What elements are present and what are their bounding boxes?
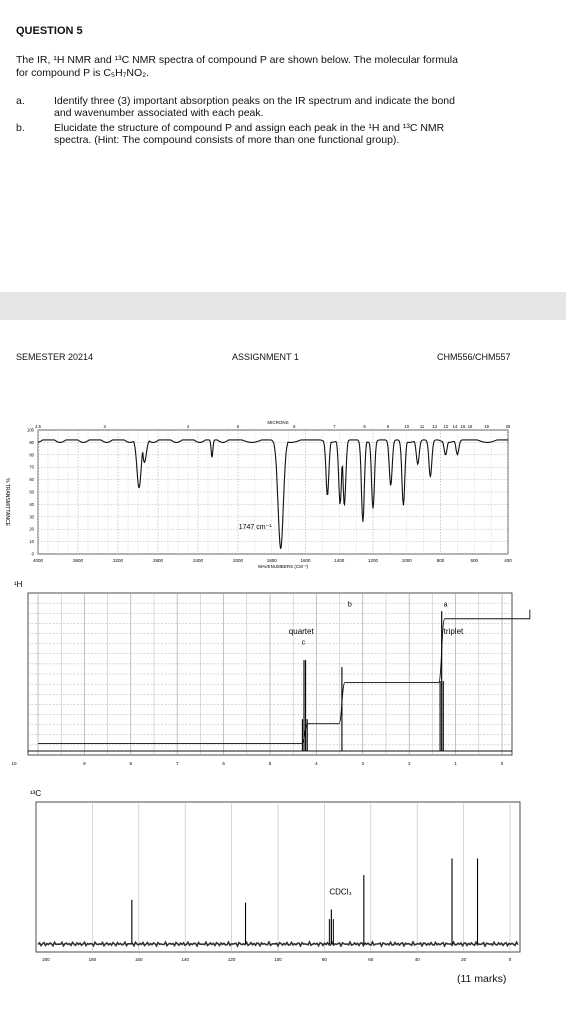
ir-x-tick: 2400 xyxy=(192,558,204,563)
intro-line-1: The IR, ¹H NMR and ¹³C NMR spectra of compound P are shown below. The molecular formula xyxy=(16,54,458,66)
h-x-tick: 6 xyxy=(222,761,225,765)
ir-y-tick: 50 xyxy=(29,489,34,495)
ir-micron-tick: 5 xyxy=(236,424,240,429)
c-x-tick: 200 xyxy=(42,957,50,962)
ir-x-tick: 3200 xyxy=(112,558,124,563)
peak-label-c: c xyxy=(301,639,306,647)
c-x-tick: 20 xyxy=(461,957,467,962)
h-nmr-peaks xyxy=(302,611,443,751)
question-section xyxy=(0,0,566,292)
c-x-tick: 0 xyxy=(508,957,512,962)
h-nmr-grid xyxy=(28,593,512,755)
c-x-tick: 140 xyxy=(181,957,189,962)
ir-micron-tick: 25 xyxy=(505,424,511,429)
ir-x-tick: 400 xyxy=(504,558,512,563)
semester-label: SEMESTER 20214 xyxy=(16,352,94,362)
ir-micron-tick: 8 xyxy=(363,424,366,429)
h-x-tick: 1 xyxy=(454,761,457,765)
c-nmr-spectrum xyxy=(0,784,566,969)
ir-x-tick: 1000 xyxy=(401,558,412,563)
ir-y-tick: 20 xyxy=(29,526,34,532)
ir-y-tick: 80 xyxy=(29,452,34,458)
c-x-tick: 120 xyxy=(227,957,236,962)
ir-y-tick: 0 xyxy=(31,551,34,557)
ir-micron-tick: 11 xyxy=(419,424,425,429)
h-nmr-spectrum xyxy=(0,575,566,765)
h-x-tick: 0 xyxy=(500,761,504,765)
c-x-tick: 100 xyxy=(274,957,282,962)
ir-y-tick: 90 xyxy=(29,439,34,445)
intro-line-2: for compound P is C₅H₇NO₂. xyxy=(16,67,150,79)
peak-label-a: a xyxy=(443,601,448,609)
h-nmr-ticks xyxy=(11,761,503,765)
ir-micron-tick: 6 xyxy=(293,424,296,429)
ir-trace xyxy=(38,440,508,549)
h-nmr-label: ¹H xyxy=(14,580,23,589)
ir-micron-tick: 19 xyxy=(484,424,490,429)
ir-x-tick: 600 xyxy=(470,558,479,563)
page-gap xyxy=(0,292,566,320)
ir-micron-tick: 9 xyxy=(386,424,390,429)
ir-x-tick: 1800 xyxy=(266,558,277,563)
ir-micron-tick: 7 xyxy=(333,424,336,429)
ir-micron-tick: 16 xyxy=(467,424,473,429)
ir-grid xyxy=(38,430,508,554)
item-label: a. xyxy=(16,95,25,107)
ir-micron-tick: 14 xyxy=(452,424,458,429)
item-text xyxy=(54,122,516,146)
ir-x-tick: 2800 xyxy=(152,558,164,563)
ir-x-axis-label: WAVENUMBERS (CM⁻¹) xyxy=(257,564,309,569)
h-x-tick: 8 xyxy=(129,761,133,765)
assignment-label: ASSIGNMENT 1 xyxy=(232,352,299,362)
ir-x-tick: 800 xyxy=(436,558,445,563)
ir-y-tick: 60 xyxy=(29,477,34,483)
ir-micron-tick: 13 xyxy=(443,424,449,429)
peak-label-b: b xyxy=(347,601,352,609)
c-x-tick: 160 xyxy=(135,957,143,962)
c-nmr-grid xyxy=(92,802,510,952)
ir-spectrum xyxy=(0,412,566,572)
h-x-tick: 7 xyxy=(175,761,179,765)
course-label: CHM556/CHM557 xyxy=(437,352,511,362)
item-label: b. xyxy=(16,122,25,134)
c-x-tick: 180 xyxy=(88,957,97,962)
ir-micron-tick: 15 xyxy=(460,424,466,429)
ir-y-tick: 100 xyxy=(27,427,34,433)
item-text xyxy=(54,95,516,119)
item-line: spectra. (Hint: The compound consists of more than one functional group). xyxy=(54,134,400,146)
h-x-tick: 5 xyxy=(268,761,272,765)
ir-micron-tick: 12 xyxy=(432,424,438,429)
ir-x-tick: 3600 xyxy=(72,558,84,563)
h-x-tick: 9 xyxy=(83,761,86,765)
item-line: and wavenumber associated with each peak. xyxy=(54,107,264,119)
question-title: QUESTION 5 xyxy=(16,25,83,37)
ir-y-tick: 10 xyxy=(29,539,34,545)
ir-micron-tick: 10 xyxy=(404,424,410,429)
question-intro xyxy=(16,54,536,80)
c-x-tick: 60 xyxy=(368,957,374,962)
h-x-tick: 2 xyxy=(407,761,411,765)
page-header xyxy=(0,352,566,366)
ir-micron-tick: 3 xyxy=(103,424,106,429)
c-nmr-peaks xyxy=(132,858,478,944)
quartet-label: quartet xyxy=(288,626,314,636)
cdcl3-label: CDCl₃ xyxy=(329,887,352,897)
ir-x-tick: 1600 xyxy=(300,558,311,563)
h-x-tick: 10 xyxy=(11,761,17,765)
ir-x-tick: 2000 xyxy=(232,558,244,563)
ir-y-tick: 70 xyxy=(29,464,34,470)
ir-micron-tick: 4 xyxy=(186,424,190,429)
ir-y-tick: 40 xyxy=(29,501,34,507)
ir-y-axis-label: % TRANSMITTANCE xyxy=(4,478,10,526)
triplet-label: triplet xyxy=(443,626,464,636)
ir-y-tick: 30 xyxy=(29,514,34,520)
marks-label: (11 marks) xyxy=(457,973,507,985)
c-x-tick: 80 xyxy=(321,957,327,962)
h-x-tick: 4 xyxy=(315,761,318,765)
ir-micron-tick: 2.5 xyxy=(35,424,41,429)
ir-x-tick: 1200 xyxy=(367,558,379,563)
c-nmr-ticks xyxy=(42,957,512,962)
c-x-tick: 40 xyxy=(414,957,420,962)
ir-microns-label: MICRONS xyxy=(267,420,289,425)
ir-ticks xyxy=(27,424,512,563)
item-line: Identify three (3) important absorption peaks on the IR spectrum and indicate the bond xyxy=(54,95,455,107)
c-nmr-label: ¹³C xyxy=(30,789,42,798)
ir-x-tick: 1400 xyxy=(334,558,345,563)
ir-x-tick: 4000 xyxy=(32,558,44,563)
item-line: Elucidate the structure of compound P and assign each peak in the ¹H and ¹³C NMR xyxy=(54,122,445,134)
ir-annotation-1747: 1747 cm⁻¹ xyxy=(238,524,272,532)
h-x-tick: 3 xyxy=(361,761,365,765)
